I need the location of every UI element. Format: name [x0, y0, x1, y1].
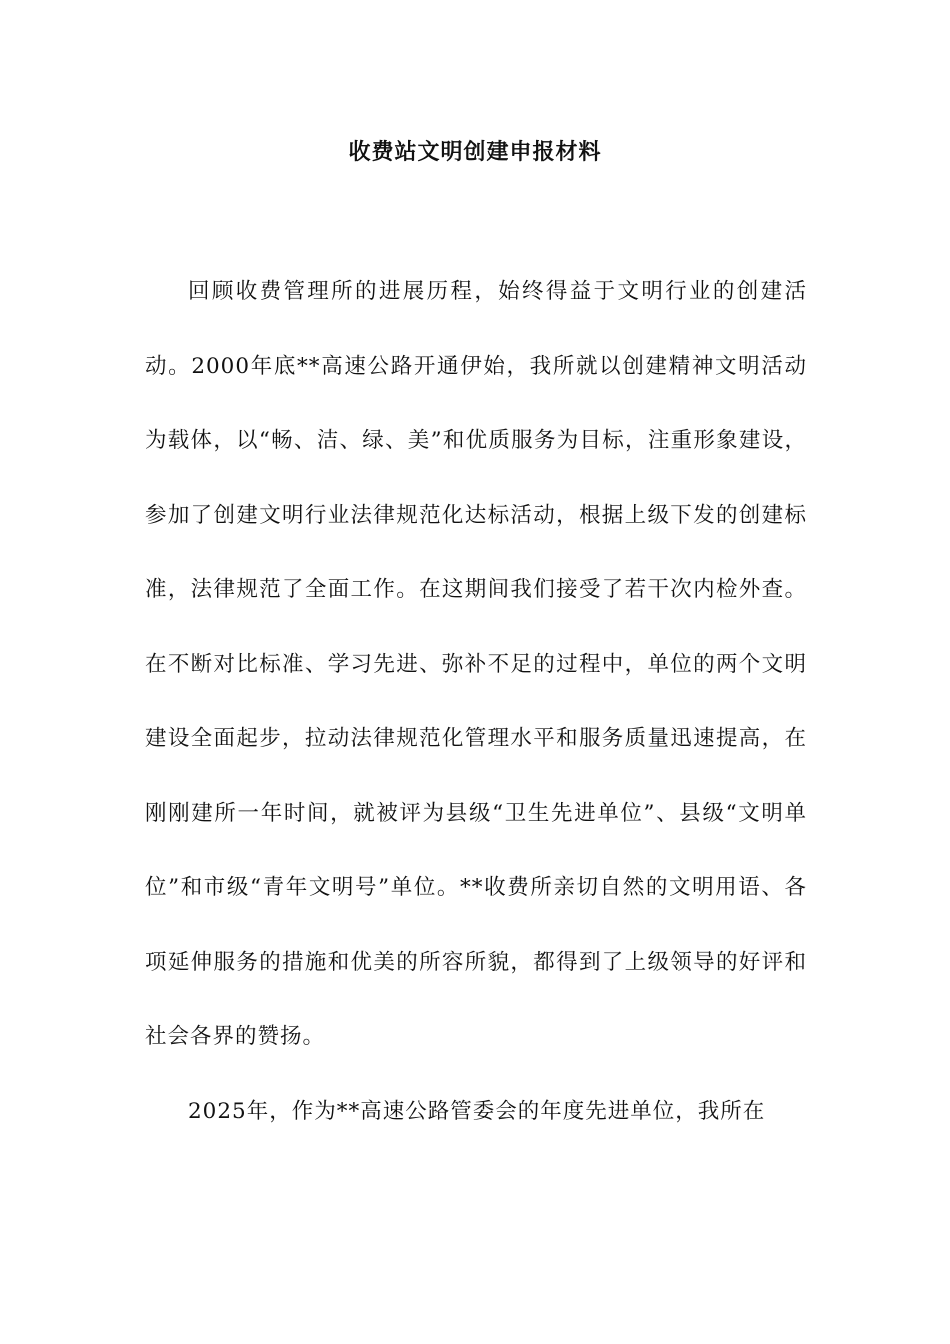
paragraph-1: 回顾收费管理所的进展历程，始终得益于文明行业的创建活动。2000年底**高速公路开通伊始，我所就以创建精神文明活动为载体，以“畅、洁、绿、美”和优质服务为目标，注重形象建设，参加了创建文明行业法律规范化达标活动，根据上级下发的创建标准，法律规范了全面工作。在这期间我们接受了若干次内检外查。在不断对比标准、学习先进、弥补不足的过程中，单位的两个文明建设全面起步，拉动法律规范化管理水平和服务质量迅速提高，在刚刚建所一年时间，就被评为县级“卫生先进单位”、县级“文明单位”和市级“青年文明号”单位。**收费所亲切自然的文明用语、各项延伸服务的措施和优美的所容所貌，都得到了上级领导的好评和社会各界的赞扬。	[145, 279, 807, 1049]
document-body	[145, 255, 807, 1149]
document-title: 收费站文明创建申报材料	[348, 139, 602, 165]
paragraph-2: 2025年，作为**高速公路管委会的年度先进单位，我所在	[188, 1098, 766, 1124]
